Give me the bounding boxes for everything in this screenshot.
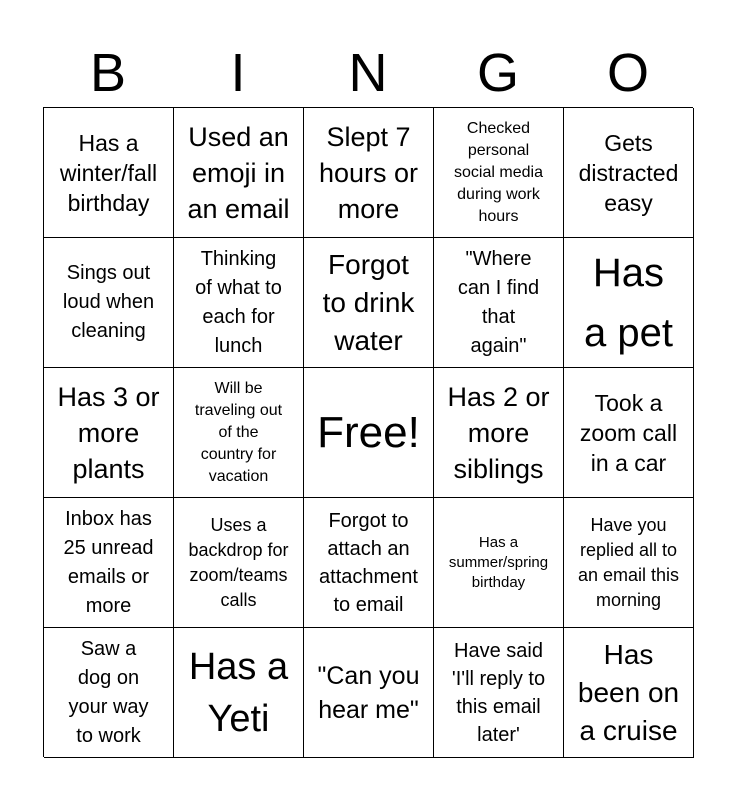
free-space-cell[interactable]: [304, 368, 434, 498]
bingo-cell[interactable]: [434, 238, 564, 368]
cell-text: Slept 7 hours or more: [318, 121, 419, 224]
bingo-cell[interactable]: [564, 108, 694, 238]
cell-text: Uses a backdrop for zoom/teams calls: [188, 514, 289, 610]
bingo-cell[interactable]: [44, 238, 174, 368]
cell-text: Has been on a cruise: [577, 638, 680, 746]
cell-text: Forgot to drink water: [322, 248, 415, 356]
cell-text: Has a summer/spring birthday: [448, 533, 549, 591]
cell-text: Have you replied all to an email this morning: [577, 514, 680, 610]
bingo-cell[interactable]: [44, 108, 174, 238]
bingo-cell[interactable]: [174, 238, 304, 368]
bingo-cell[interactable]: [564, 628, 694, 758]
cell-text: Has 3 or more plants: [57, 381, 160, 484]
cell-text: Will be traveling out of the country for vacation: [194, 379, 283, 485]
bingo-cell[interactable]: [304, 628, 434, 758]
cell-text: "Can you hear me": [317, 661, 420, 724]
cell-text: Has 2 or more siblings: [447, 381, 550, 484]
bingo-cell[interactable]: [434, 498, 564, 628]
bingo-cell[interactable]: [44, 368, 174, 498]
cell-text: Used an emoji in an email: [187, 121, 290, 224]
cell-text: Have said 'I'll reply to this email later': [451, 639, 546, 746]
bingo-cell[interactable]: [434, 108, 564, 238]
cell-text: Has a Yeti: [188, 645, 289, 740]
bingo-cell[interactable]: [174, 368, 304, 498]
bingo-cell[interactable]: [304, 108, 434, 238]
cell-text: Has a pet: [584, 250, 673, 355]
bingo-cell[interactable]: [174, 498, 304, 628]
bingo-cell[interactable]: [174, 628, 304, 758]
bingo-cell[interactable]: [564, 368, 694, 498]
cell-text: Checked personal social media during work hours: [454, 119, 543, 225]
bingo-board: [43, 107, 693, 757]
bingo-header: [43, 40, 693, 106]
bingo-cell[interactable]: [564, 238, 694, 368]
cell-text: Thinking of what to each for lunch: [195, 247, 282, 357]
header-letter-i: I: [230, 43, 246, 103]
header-letter-o: O: [606, 43, 649, 103]
cell-text: Took a zoom call in a car: [579, 389, 678, 476]
bingo-cell[interactable]: [434, 628, 564, 758]
cell-text: Saw a dog on your way to work: [68, 637, 149, 747]
cell-text: Has a winter/fall birthday: [59, 129, 158, 216]
header-letter-g: G: [476, 43, 519, 103]
bingo-cell[interactable]: [174, 108, 304, 238]
bingo-cell[interactable]: [44, 628, 174, 758]
bingo-cell[interactable]: [304, 498, 434, 628]
cell-text: "Where can I find that again": [457, 247, 540, 357]
bingo-cell[interactable]: [44, 498, 174, 628]
cell-text: Forgot to attach an attachment to email: [319, 509, 418, 616]
cell-text: Inbox has 25 unread emails or more: [63, 507, 154, 617]
bingo-cell[interactable]: [434, 368, 564, 498]
header-letter-n: N: [348, 43, 388, 103]
bingo-cell[interactable]: [304, 238, 434, 368]
bingo-cell[interactable]: [564, 498, 694, 628]
free-space-text: Free!: [317, 407, 420, 457]
header-letter-b: B: [89, 43, 127, 103]
cell-text: Sings out loud when cleaning: [62, 262, 155, 342]
cell-text: Gets distracted easy: [578, 129, 679, 216]
